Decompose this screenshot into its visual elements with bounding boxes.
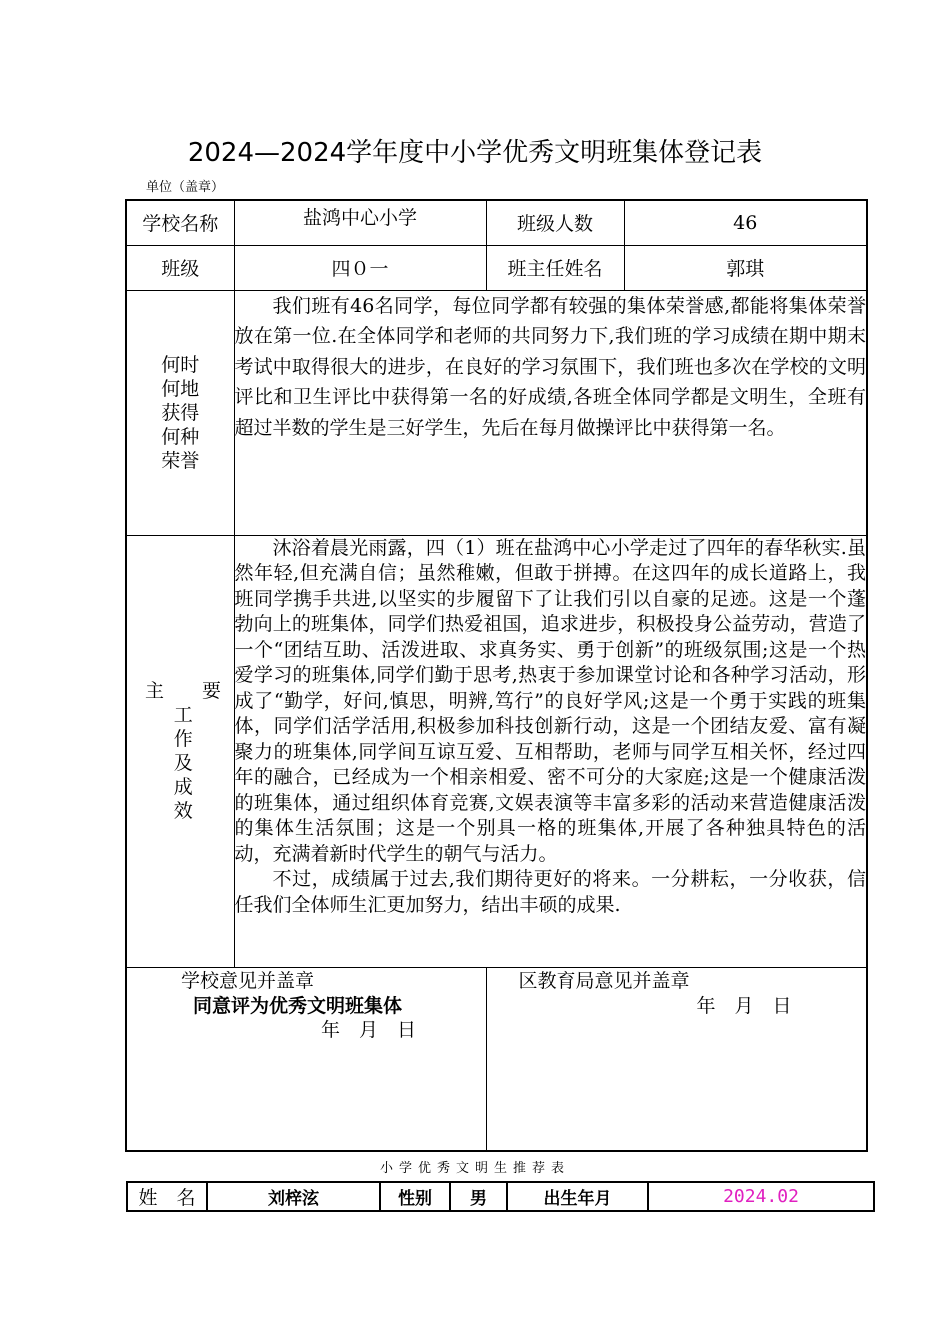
school-opinion-cell [126, 967, 486, 1151]
bureau-opinion-date: 年 月 日 [696, 994, 792, 1017]
page-title: 2024—2024学年度中小学优秀文明班集体登记表 [187, 138, 763, 168]
honor-label-line: 荣誉 [161, 449, 200, 472]
school-opinion-label: 学校意见并盖章 [181, 969, 315, 992]
recommend-table [126, 1181, 875, 1212]
work-label-line: 成 [173, 776, 193, 798]
registration-form [125, 199, 868, 1152]
recommend-caption: 小学优秀文明生推荐表 [379, 1161, 570, 1176]
class-value: 四０一 [234, 245, 486, 290]
class-size-label: 班级人数 [486, 200, 624, 245]
gender-label: 性别 [380, 1182, 450, 1211]
honor-label-line: 何种 [161, 425, 200, 448]
name-label: 姓 名 [127, 1182, 207, 1211]
work-label-line: 工 [173, 704, 193, 726]
work-label-line: 主 要 [145, 680, 222, 702]
work-label [126, 535, 234, 967]
honor-label-line: 何时 [161, 353, 200, 376]
honor-label-line: 何地 [161, 377, 200, 400]
unit-stamp-label: 单位（盖章） [146, 180, 225, 195]
class-label: 班级 [126, 245, 234, 290]
gender-value: 男 [450, 1182, 507, 1211]
work-label-line: 及 [173, 752, 193, 774]
work-text-paragraph-2: 不过，成绩属于过去,我们期待更好的将来。一分耕耘，一分收获，信任我们全体师生汇更加努力，结出丰硕的成果. [234, 868, 866, 916]
honor-label [126, 290, 234, 535]
bureau-opinion-cell [486, 967, 867, 1151]
class-size-value: 46 [624, 200, 867, 245]
bureau-opinion-label: 区教育局意见并盖章 [518, 969, 690, 992]
head-teacher-label: 班主任姓名 [486, 245, 624, 290]
work-text-paragraph-1: 沐浴着晨光雨露，四（1）班在盐鸿中心小学走过了四年的春华秋实.虽然年轻,但充满自信；虽然稚嫩，但敢于拼搏。在这四年的成长道路上，我班同学携手共进,以坚实的步履留下了让我们引以自豪的足迹。这是一个蓬勃向上的班集体，同学们热爱祖国，追求进步，积极投身公益劳动，营造了一个“团结互助、活泼进取、求真务实、勇于创新”的班级氛围;这是一个热爱学习的班集体,同学们勤于思考,热衷于参加课堂讨论和各种学习活动，形成了“勤学，好问,慎思，明辨,笃行”的良好学风;这是一个勇于实践的班集体，同学们活学活用,积极参加科技创新行动，这是一个团结友爱、富有凝聚力的班集体,同学间互谅互爱、互相帮助，老师与同学互相关怀，经过四年的融合，已经成为一个相亲相爱、密不可分的大家庭;这是一个健康活泼的班集体，通过组织体育竞赛,文娱表演等丰富多彩的活动来营造健康活泼的集体生活氛围；这是一个别具一格的班集体,开展了各种独具特色的活动，充满着新时代学生的朝气与活力。 [234, 536, 866, 865]
head-teacher-value: 郭琪 [624, 245, 867, 290]
work-text-cell [234, 535, 867, 967]
honor-text: 我们班有46名同学，每位同学都有较强的集体荣誉感,都能将集体荣誉放在第一位.在全体同学和老师的共同努力下,我们班的学习成绩在期中期末考试中取得很大的进步，在良好的学习氛围下，我们班也多次在学校的文明评比和卫生评比中获得第一名的好成绩,各班全体同学都是文明生，全班有超过半数的学生是三好学生，先后在每月做操评比中获得第一名。 [234, 294, 866, 439]
school-name-value: 盐鸿中心小学 [234, 200, 486, 245]
school-name-label: 学校名称 [126, 200, 234, 245]
honor-label-line: 获得 [161, 401, 200, 424]
birth-label: 出生年月 [507, 1182, 648, 1211]
school-opinion-text: 同意评为优秀文明班集体 [193, 994, 403, 1017]
birth-value: 2024.02 [648, 1182, 874, 1211]
work-label-line: 作 [173, 728, 193, 750]
school-opinion-date: 年 月 日 [321, 1018, 417, 1041]
name-value: 刘梓泫 [207, 1182, 380, 1211]
honor-text-cell [234, 290, 867, 535]
work-label-line: 效 [173, 800, 193, 822]
